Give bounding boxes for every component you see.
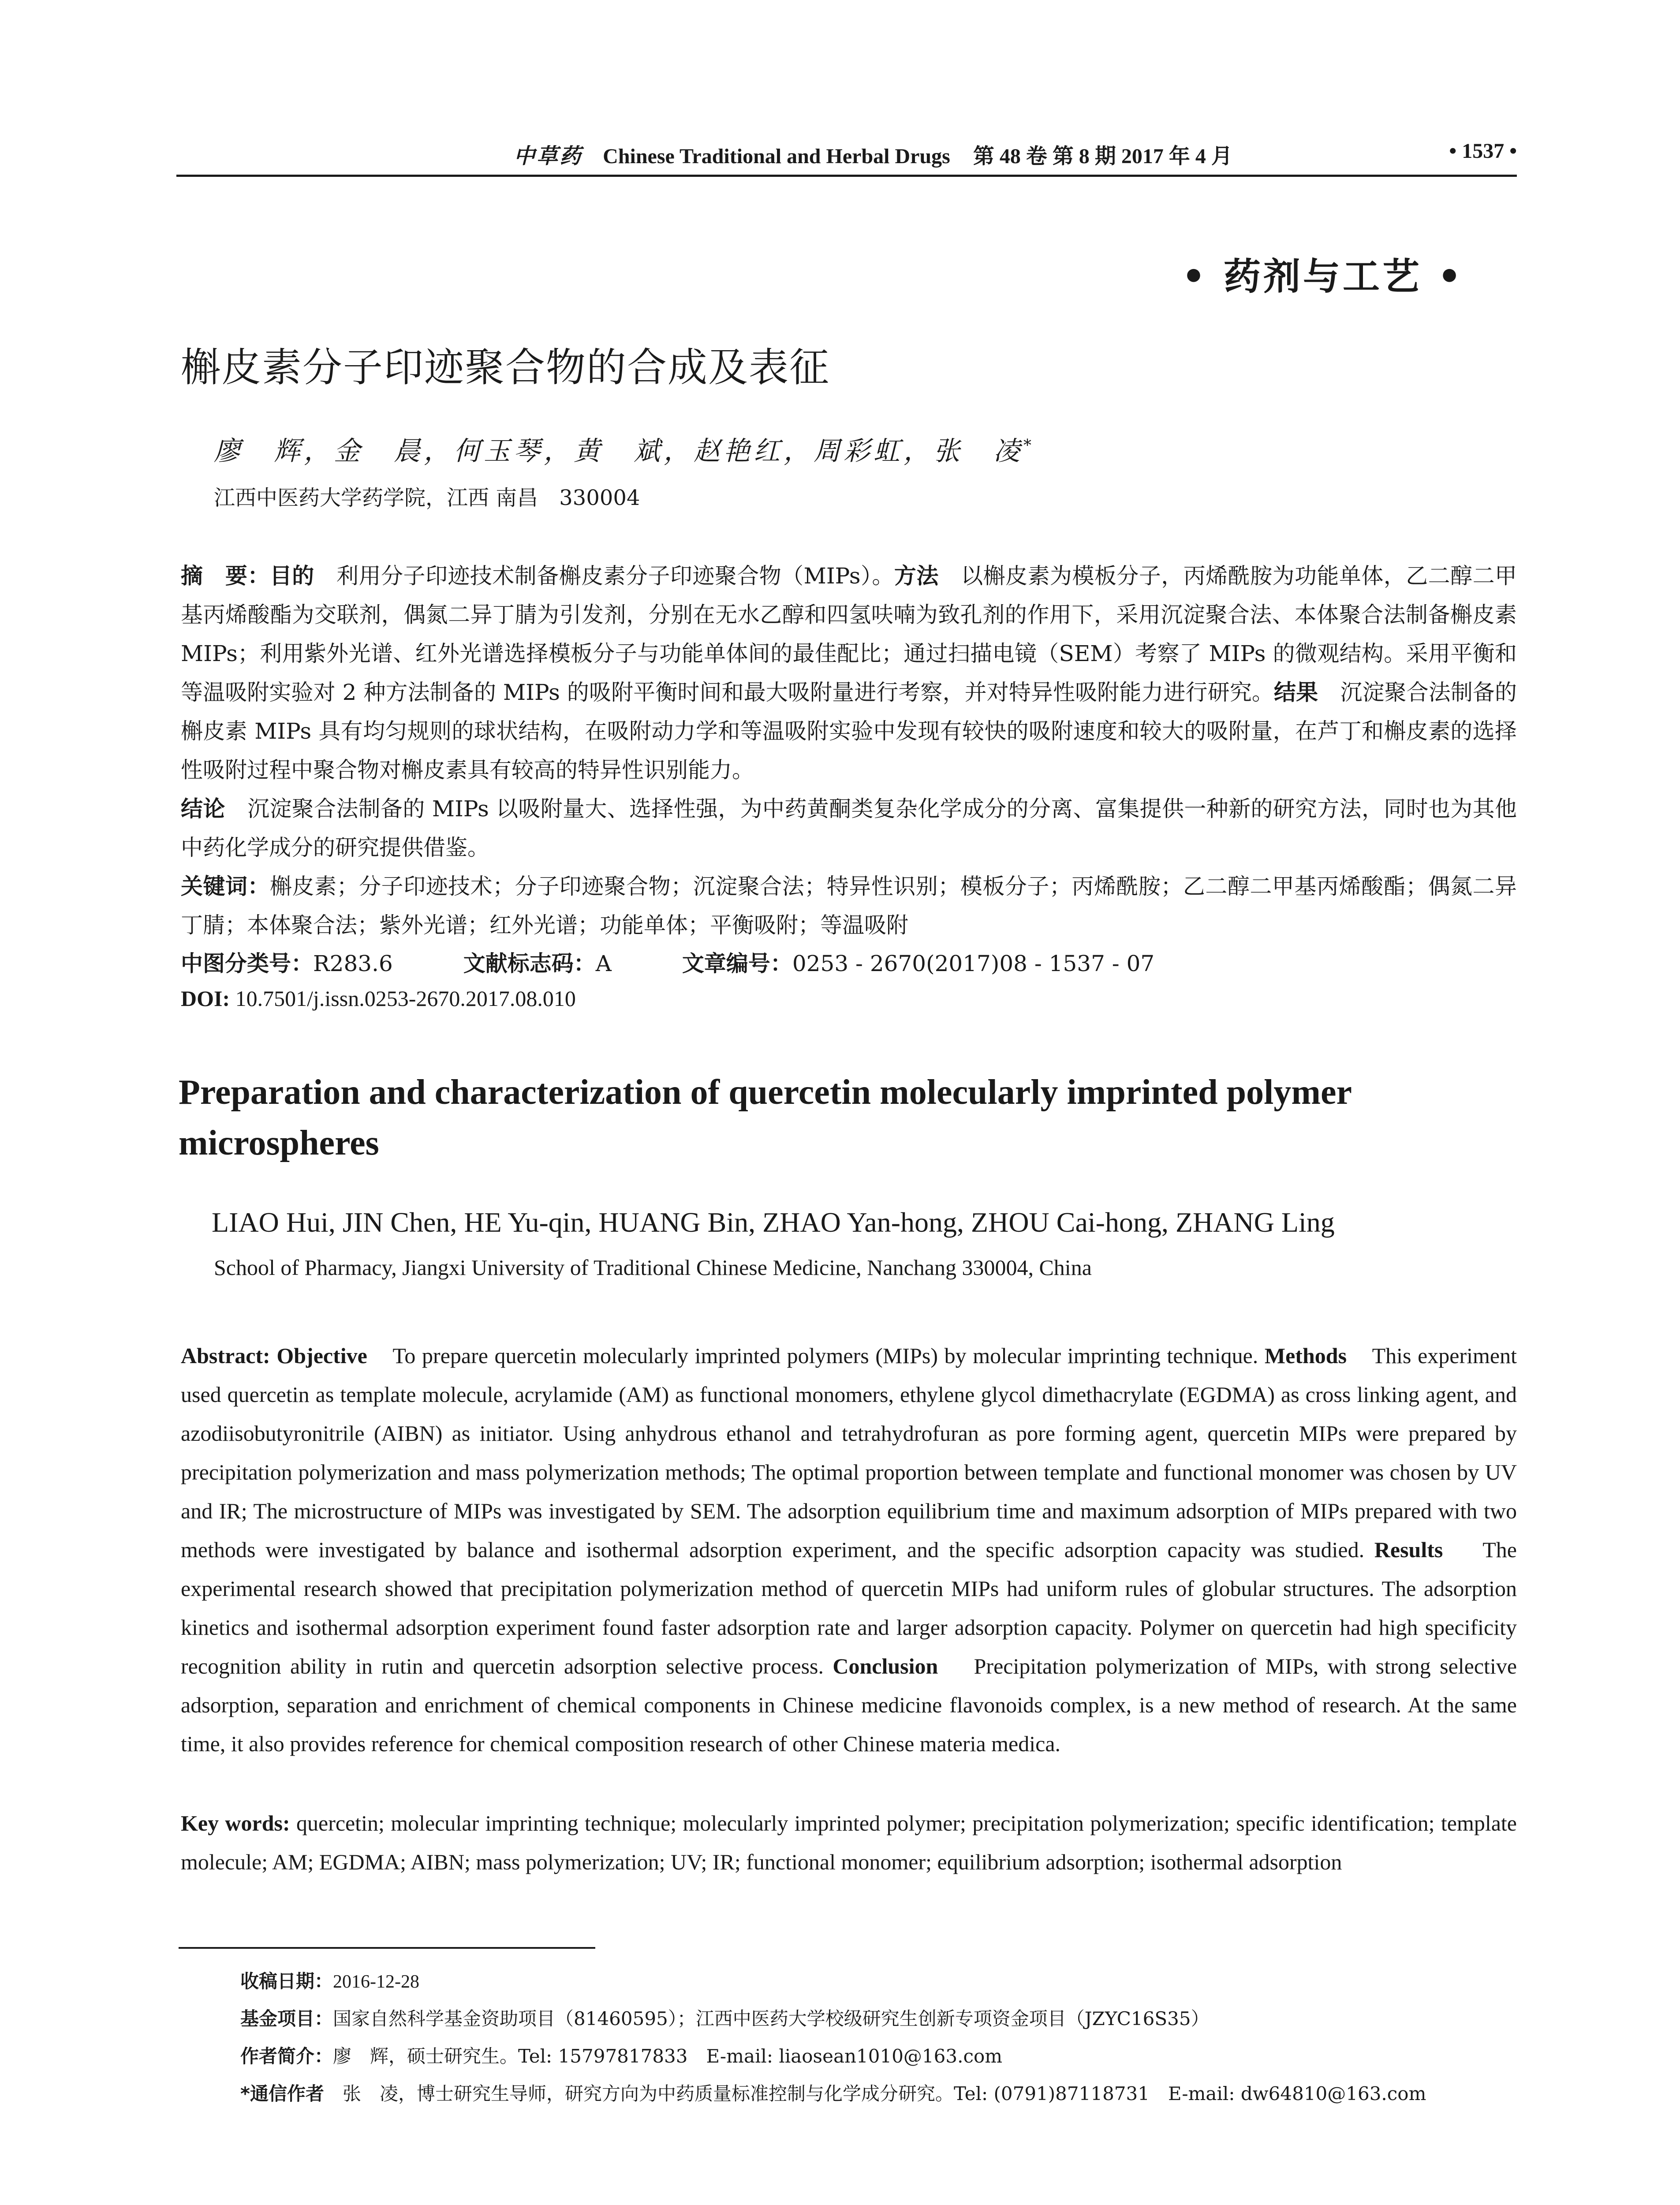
article-no-item — [682, 946, 1154, 978]
corresponding-label: *通信作者 — [240, 2083, 324, 2104]
en-objective-text: To prepare quercetin molecularly imprinted polymers (MIPs) by molecular imprinting technique. — [392, 1343, 1258, 1368]
cn-keywords-text: 槲皮素；分子印迹技术；分子印迹聚合物；沉淀聚合法；特异性识别；模板分子；丙烯酰胺；乙二醇二甲基丙烯酸酯；偶氮二异丁腈；本体聚合法；紫外光谱；红外光谱；功能单体；平衡吸附；等温吸附 — [181, 874, 1517, 938]
doi-value[interactable]: 10.7501/j.issn.0253-2670.2017.08.010 — [235, 986, 576, 1011]
received-date: 2016-12-28 — [333, 1972, 419, 1992]
cn-authors-names: 廖 辉，金 晨，何玉琴，黄 斌，赵艳红，周彩虹，张 凌 — [214, 436, 1023, 467]
cn-keywords-label: 关键词： — [181, 874, 270, 899]
doi-label: DOI: — [181, 986, 230, 1011]
page-number: • 1537 • — [1449, 139, 1517, 163]
en-objective-label: Objective — [276, 1343, 367, 1368]
cn-objective-label: 目的 — [269, 563, 314, 589]
author-bio-label: 作者简介： — [240, 2045, 333, 2067]
en-results-label: Results — [1374, 1537, 1443, 1562]
header-rule — [176, 175, 1517, 177]
cn-conclusion-text: 沉淀聚合法制备的 MIPs 以吸附量大、选择性强，为中药黄酮类复杂化学成分的分离、富集提供一种新的研究方法，同时也为其他中药化学成分的研究提供借鉴。 — [181, 796, 1517, 860]
en-abstract-label: Abstract: — [181, 1343, 270, 1368]
doi-line — [181, 986, 576, 1011]
corresponding-text: 张 凌，博士研究生导师，研究方向为中药质量标准控制与化学成分研究。Tel: (0791)87118731 E-mail: dw64810@163.com — [342, 2083, 1426, 2104]
section-tag: • 药剂与工艺 • — [1182, 254, 1464, 298]
cn-methods-text: 以槲皮素为模板分子，丙烯酰胺为功能单体，乙二醇二甲基丙烯酸酯为交联剂，偶氮二异丁腈为引发剂，分别在无水乙醇和四氢呋喃为致孔剂的作用下，采用沉淀聚合法、本体聚合法制备槲皮素 MIPs；利用紫外光谱、红外光谱选择模板分子与功能单体间的最佳配比；通过扫描电镜（SEM）考察了 MIPs 的微观结构。采用平衡和等温吸附实验对 2 种方法制备的 MIPs 的吸附平衡时间和最大吸附量进行考察，并对特异性吸附能力进行研究。 — [181, 563, 1517, 705]
en-keywords-label: Key words: — [181, 1811, 290, 1835]
footnote-received — [240, 1967, 419, 1993]
cn-affiliation: 江西中医药大学药学院，江西 南昌 330004 — [214, 486, 640, 510]
cn-conclusion-label: 结论 — [181, 796, 225, 822]
doc-code-item — [463, 946, 612, 978]
fund-text: 国家自然科学基金资助项目（81460595）；江西中医药大学校级研究生创新专项资金项目（JZYC16S35） — [333, 2008, 1210, 2029]
doc-code-value: A — [595, 951, 612, 976]
en-keywords — [181, 1804, 1517, 1881]
received-label: 收稿日期： — [240, 1970, 333, 1992]
author-bio-text: 廖 辉，硕士研究生。Tel: 15797817833 E-mail: liaosean1010@163.com — [333, 2045, 1003, 2067]
cn-keywords — [181, 867, 1517, 945]
footnote-fund — [240, 2004, 1210, 2031]
journal-line — [423, 139, 1323, 169]
article-no-value: 0253 - 2670(2017)08 - 1537 - 07 — [792, 951, 1155, 976]
en-title: Preparation and characterization of quercetin molecularly imprinted polymer microspheres — [179, 1073, 1351, 1162]
footnote-rule — [179, 1947, 595, 1949]
en-affiliation: School of Pharmacy, Jiangxi University of Traditional Chinese Medicine, Nanchang 330004, China — [214, 1255, 1092, 1280]
en-conclusion-label: Conclusion — [833, 1654, 938, 1678]
en-authors: LIAO Hui, JIN Chen, HE Yu-qin, HUANG Bin, ZHAO Yan-hong, ZHOU Cai-hong, ZHANG Ling — [212, 1207, 1335, 1238]
en-methods-label: Methods — [1264, 1343, 1347, 1368]
cn-abstract — [181, 557, 1517, 867]
clc-item — [181, 946, 393, 978]
cn-methods-label: 方法 — [894, 563, 939, 589]
footnote-corresponding — [240, 2079, 1426, 2106]
clc-value: R283.6 — [313, 951, 393, 976]
article-no-label: 文章编号： — [682, 951, 792, 976]
en-abstract — [181, 1336, 1517, 1763]
journal-name-cn: 中草药 — [514, 145, 583, 168]
cn-results-label: 结果 — [1274, 680, 1318, 705]
corresponding-mark: * — [1023, 437, 1035, 455]
journal-name-en: Chinese Traditional and Herbal Drugs — [603, 145, 950, 168]
cn-authors — [214, 430, 1035, 468]
clc-label: 中图分类号： — [181, 951, 313, 976]
en-keywords-text: quercetin; molecular imprinting technique; molecularly imprinted polymer; precipitation polymerization; specific identification; template molecule; AM; EGDMA; AIBN; mass polymerization; UV; IR; functional monomer; equilibrium adsorption; isothermal adsorption — [181, 1811, 1517, 1874]
fund-label: 基金项目： — [240, 2008, 333, 2029]
journal-issue: 第 48 卷 第 8 期 2017 年 4 月 — [973, 145, 1232, 168]
cn-results-text: 沉淀聚合法制备的槲皮素 MIPs 具有均匀规则的球状结构，在吸附动力学和等温吸附实验中发现有较快的吸附速度和较大的吸附量，在芦丁和槲皮素的选择性吸附过程中聚合物对槲皮素具有较高的特异性识别能力。 — [181, 680, 1517, 783]
cn-objective-text: 利用分子印迹技术制备槲皮素分子印迹聚合物（MIPs）。 — [336, 563, 894, 589]
cn-abstract-label: 摘 要： — [181, 563, 270, 589]
cn-title: 槲皮素分子印迹聚合物的合成及表征 — [181, 344, 830, 391]
classification-line — [181, 946, 1154, 978]
running-header — [176, 135, 1517, 174]
en-methods-text: This experiment used quercetin as template molecule, acrylamide (AM) as functional monomers, ethylene glycol dimethacrylate (EGDMA) as cross linking agent, and azodiisobutyronitrile (AIBN) as initiator. Using anhydrous ethanol and tetrahydrofuran as pore forming agent, quercetin MIPs were prepared by precipitation polymerization and mass polymerization methods; The optimal proportion between template and functional monomer was chosen by UV and IR; The microstructure of MIPs was investigated by SEM. The adsorption equilibrium time and maximum adsorption of MIPs prepared with two methods were investigated by balance and isothermal adsorption experiment, and the specific adsorption capacity was studied. — [181, 1343, 1517, 1562]
en-results-text: The experimental research showed that precipitation polymerization method of quercetin MIPs had uniform rules of globular structures. The adsorption kinetics and isothermal adsorption experiment found faster adsorption rate and larger adsorption capacity. Polymer on quercetin had high specificity recognition ability in rutin and quercetin adsorption selective process. — [181, 1537, 1517, 1678]
footnote-author — [240, 2042, 1002, 2068]
doc-code-label: 文献标志码： — [463, 951, 596, 976]
en-conclusion-text: Precipitation polymerization of MIPs, with strong selective adsorption, separation and enrichment of chemical components in Chinese medicine flavonoids complex, is a new method of research. At the same time, it also provides reference for chemical composition research of other Chinese materia medica. — [181, 1654, 1517, 1756]
